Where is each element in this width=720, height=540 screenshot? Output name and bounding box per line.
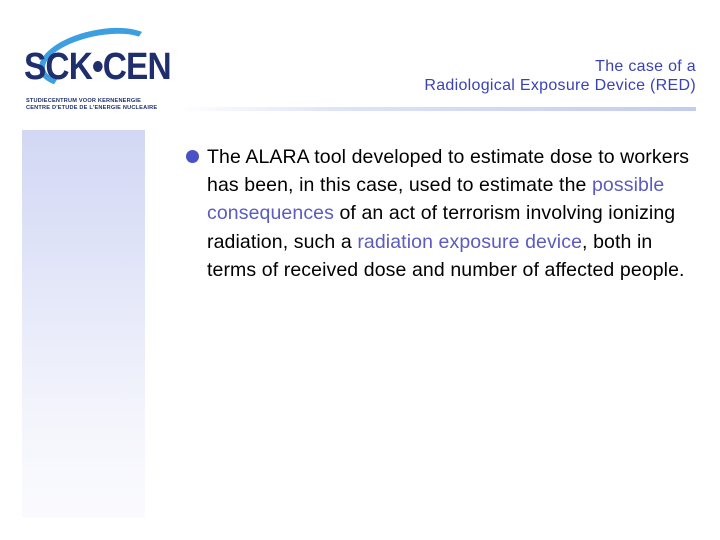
- title-divider: [176, 107, 696, 111]
- title-line-1: The case of a: [595, 58, 696, 75]
- bullet-text: [207, 143, 697, 284]
- highlight-possible-consequences: possible consequences: [207, 174, 665, 225]
- sck-cen-logo: [20, 30, 171, 114]
- title-line-2: Radiological Exposure Device (RED): [424, 77, 696, 94]
- sidebar-gradient-panel: [22, 130, 145, 518]
- bullet-text-part-2: of an act of terrorism involving ionizing radiation, such a: [207, 202, 676, 253]
- bullet-dot-icon: [186, 150, 199, 163]
- logo-subtitle-french: CENTRE D'ETUDE DE L'ENERGIE NUCLEAIRE: [26, 105, 158, 111]
- bullet-text-part-1: The ALARA tool developed to estimate dose to workers has been, in this case, used to estimate the: [207, 146, 690, 197]
- logo-wordmark: SCK•CEN: [24, 46, 171, 88]
- bullet-text-part-3: , both in terms of received dose and number of affected people.: [207, 230, 685, 281]
- highlight-radiation-exposure-device: radiation exposure device: [357, 230, 583, 253]
- logo-subtitle-dutch: STUDIECENTRUM VOOR KERNENERGIE: [26, 98, 142, 104]
- slide-title: [424, 57, 696, 95]
